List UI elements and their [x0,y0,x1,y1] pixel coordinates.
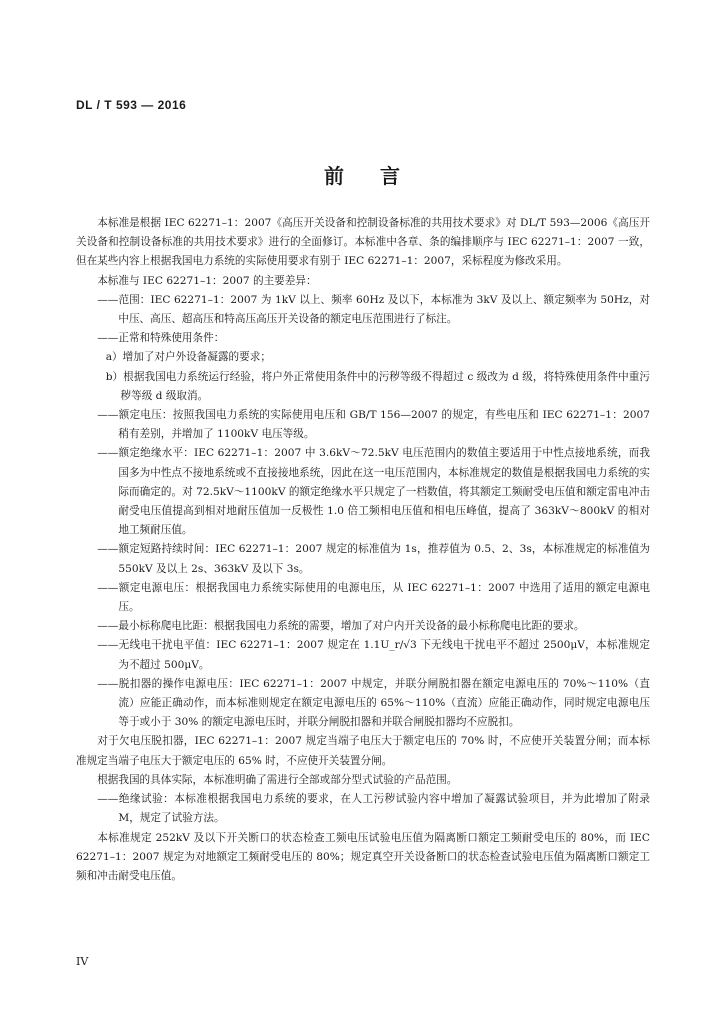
page-title: 前言 [324,164,436,188]
standard-number-header: DL / T 593 — 2016 [76,98,187,112]
paragraph: 根据我国的具体实际，本标准明确了需进行全部或部分型式试验的产品范围。 [97,773,458,786]
sub-item: b）根据我国电力系统运行经验，将户外正常使用条件中的污秽等级不得超过 c 级改为 d 级，将特殊使用条件中重污秽等级 d 级取消。 [105,370,650,402]
page-number: IV [76,955,89,968]
dash-item: ——无线电干扰电平值：IEC 62271–1：2007 规定在 1.1U_r/√3 下无线电干扰电平不超过 2500μV，本标准规定为不超过 500μV。 [97,639,650,671]
sub-item: a）增加了对户外设备凝露的要求； [105,351,271,364]
paragraph: 本标准与 IEC 62271–1：2007 的主要差异： [97,274,317,287]
dash-item: ——最小标称爬电比距：根据我国电力系统的需要，增加了对户内开关设备的最小标称爬电比距的要求。 [97,620,585,633]
paragraph: 本标准规定 252kV 及以下开关断口的状态检查工频电压试验电压值为隔离断口额定工频耐受电压的 80%，而 IEC 62271–1：2007 规定为对地额定工频耐受电压的 80%；规定真空开关设备断口的状态检查试验电压值为隔离断口额定工频和冲击耐受电压值。 [76,831,650,882]
dash-item: ——范围：IEC 62271–1：2007 为 1kV 以上、频率 60Hz 及以下，本标准为 3kV 及以上、额定频率为 50Hz，对中压、高压、超高压和特高压高压开关设备的额定电压范围进行了标注。 [97,293,650,326]
foreword-body [76,214,650,886]
dash-item: ——绝缘试验：本标准根据我国电力系统的要求，在人工污秽试验内容中增加了凝露试验项目，并为此增加了附录 M，规定了试验方法。 [97,793,650,825]
dash-item: ——额定绝缘水平：IEC 62271–1：2007 中 3.6kV～72.5kV 电压范围内的数值主要适用于中性点接地系统，而我国多为中性点不接地系统或不直接接地系统，因此在这一电压范围内，本标准规定的数值是根据我国电力系统的实际而确定的。对 72.5kV～1100kV 的额定绝缘水平只规定了一档数值，将其额定工频耐受电压值和额定雷电冲击耐受电压值提高到相对地耐压值加一反极性 1.0 倍工频相电压值和相电压峰值，提高了 363kV～800kV 的相对地工频耐压值。 [97,447,650,537]
dash-item: ——额定电源电压：根据我国电力系统实际使用的电源电压，从 IEC 62271–1：2007 中选用了适用的额定电源电压。 [97,581,650,614]
paragraph: 本标准是根据 IEC 62271–1：2007《高压开关设备和控制设备标准的共用技术要求》对 DL/T 593—2006《高压开关设备和控制设备标准的共用技术要求》进行的全面修订。本标准中各章、条的编排顺序与 IEC 62271–1：2007 一致，但在某些内容上根据我国电力系统的实际使用要求有别于 IEC 62271–1：2007，采标程度为修改采用。 [76,217,650,268]
dash-item: ——正常和特殊使用条件： [97,332,225,345]
dash-item: ——额定短路持续时间：IEC 62271–1：2007 规定的标准值为 1s，推荐值为 0.5、2、3s，本标准规定的标准值为 550kV 及以上 2s、363kV 及以下 3s。 [97,543,650,575]
paragraph: 对于欠电压脱扣器，IEC 62271–1：2007 规定当端子电压大于额定电压的 70% 时，不应使开关装置分闸；而本标准规定当端子电压大于额定电压的 65% 时，不应使开关装置分闸。 [76,735,650,767]
dash-item: ——脱扣器的操作电源电压：IEC 62271–1：2007 中规定，并联分闸脱扣器在额定电源电压的 70%～110%（直流）应能正确动作，而本标准则规定在额定电源电压的 65%～110%（直流）应能正确动作，同时规定电源电压等于或小于 30% 的额定电源电压时，并联分闸脱扣器和并联合闸脱扣器均不应脱扣。 [97,677,650,729]
dash-item: ——额定电压：按照我国电力系统的实际使用电压和 GB/T 156—2007 的规定，有些电压和 IEC 62271–1：2007 稍有差别，并增加了 1100kV 电压等级。 [97,409,650,441]
